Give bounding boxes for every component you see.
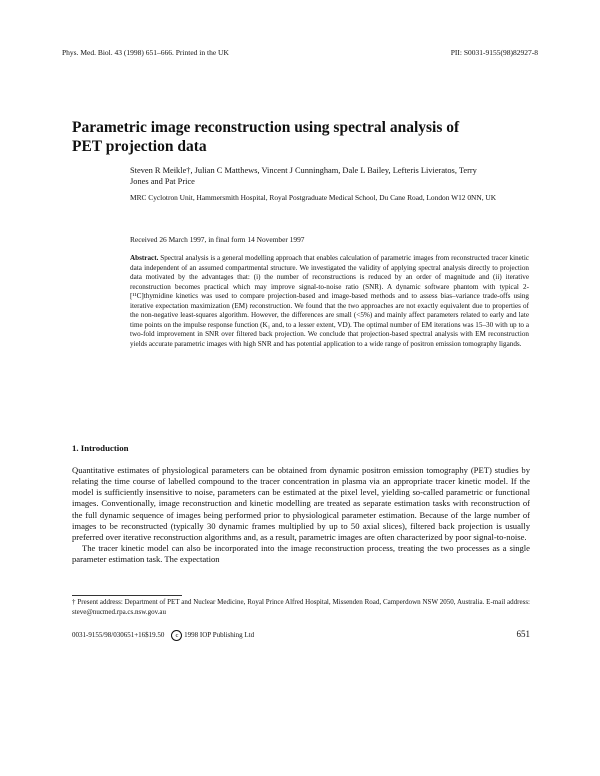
footnote: † Present address: Department of PET and Nuclear Medicine, Royal Prince Alfred Hospital, Missenden Road, Camperdown NSW 2050, Australia. E-mail address: steve@nucmed.rpa.cs.nsw.gov.au — [72, 598, 530, 616]
copyright-icon: c — [171, 630, 182, 641]
running-header — [62, 48, 538, 57]
page-footer — [72, 629, 530, 641]
pii-code: PII: S0031-9155(98)82927-8 — [450, 48, 538, 57]
publisher: 1998 IOP Publishing Ltd — [184, 631, 255, 639]
page-number: 651 — [516, 629, 530, 639]
affiliation: MRC Cyclotron Unit, Hammersmith Hospital, Royal Postgraduate Medical School, Du Cane Road, London W12 0NN, UK — [130, 193, 497, 202]
section-heading: 1. Introduction — [72, 443, 129, 453]
paragraph: Quantitative estimates of physiological parameters can be obtained from dynamic positron emission tomography (PET) studies by relating the time course of labelled compound to the tracer concentration in plasma via an appropriate tracer kinetic model. If the model is sufficiently insensitive to noise, parameters can be estimated at the pixel level, yielding so-called parametric or functional images. Conventionally, image reconstruction and kinetic modelling are treated as separate estimation tasks with reconstruction of the full dynamic sequence of images being performed prior to physiological parameter estimation. Because of the large number of images to be reconstructed (typically 30 dynamic frames multiplied by up to 50 axial slices), filtered back projection is usually preferred over iterative reconstruction algorithms and, as a result, parametric images are often characterized by poor signal-to-noise. — [72, 465, 530, 542]
abstract-label: Abstract. — [130, 254, 159, 262]
abstract — [130, 254, 529, 349]
body-text — [72, 465, 530, 565]
abstract-text: Spectral analysis is a general modelling approach that enables calculation of parametric images from reconstructed tracer kinetic data independent of an assumed compartmental structure. We investigated the validity of applying spectral analysis directly to projection data motivated by the advantages that: (i) the number of reconstructions is reduced by an order of magnitude and (ii) iterative reconstruction becomes practical which may improve signal-to-noise ratio (SNR). A dynamic software phantom with typical 2-[¹¹C]thymidine kinetics was used to compare projection-based and image-based methods and to assess bias–variance trade-offs using iterative expectation maximization (EM) reconstruction. We found that the two approaches are not exactly equivalent due to properties of the non-negative least-squares algorithm. However, the differences are small (<5%) and mainly affect parameters related to early and late time points on the impulse response function (K₁ and, to a lesser extent, VD). The optimal number of EM iterations was 15–30 with up to a two-fold improvement in SNR over filtered back projection. We conclude that projection-based spectral analysis with EM reconstruction yields accurate parametric images with high SNR and has potential application to a wide range of positron emission tomography ligands. — [130, 254, 529, 348]
journal-citation: Phys. Med. Biol. 43 (1998) 651–666. Printed in the UK — [62, 48, 229, 57]
article-code: 0031-9155/98/030651+16$19.50 — [72, 631, 165, 639]
author-list: Steven R Meikle†, Julian C Matthews, Vincent J Cunningham, Dale L Bailey, Lefteris Livieratos, Terry Jones and Pat Price — [130, 166, 477, 186]
paragraph: The tracer kinetic model can also be incorporated into the image reconstruction process, treating the two processes as a single parameter estimation task. The expectation — [72, 543, 530, 565]
paper-title: Parametric image reconstruction using spectral analysis of PET projection data — [72, 119, 460, 155]
received-dates: Received 26 March 1997, in final form 14 November 1997 — [130, 235, 305, 244]
footnote-rule — [72, 595, 182, 596]
footer-left — [72, 630, 254, 641]
